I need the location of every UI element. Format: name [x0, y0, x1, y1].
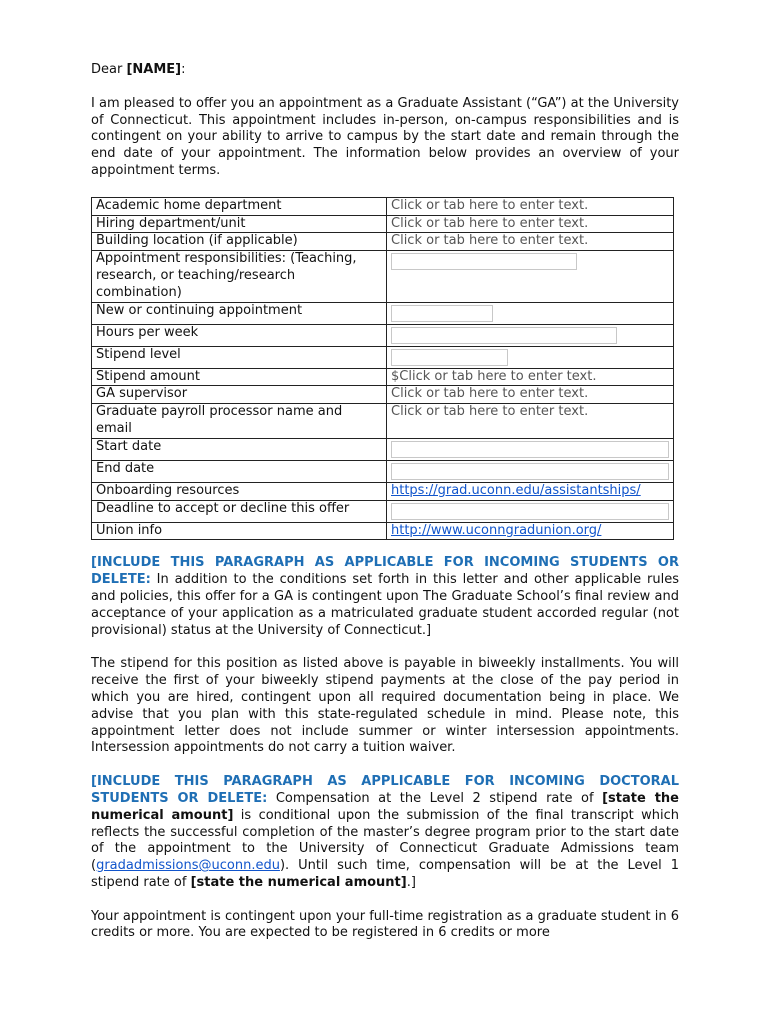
- row-label: Union info: [92, 522, 387, 540]
- table-row: [92, 438, 674, 460]
- row-label: Building location (if applicable): [92, 233, 387, 251]
- table-row: [92, 522, 674, 540]
- responsibilities-cell: [387, 251, 674, 302]
- placeholder-text[interactable]: Click or tab here to enter text.: [391, 233, 589, 249]
- table-row: [92, 215, 674, 233]
- deadline-date-picker[interactable]: [391, 503, 669, 520]
- row-label: Graduate payroll processor name and email: [92, 404, 387, 439]
- end-date-picker[interactable]: [391, 463, 669, 480]
- row-label: Hours per week: [92, 324, 387, 346]
- doctoral-text-3: ). Until such time, compensation will be at the Level 1 stipend rate of: [91, 858, 679, 890]
- hours-cell: [387, 324, 674, 346]
- table-row: [92, 324, 674, 346]
- responsibilities-dropdown[interactable]: [391, 253, 577, 270]
- academic-home-field[interactable]: [387, 197, 674, 215]
- stipend-level-cell: [387, 346, 674, 368]
- amount-token-2: [state the numerical amount]: [190, 874, 407, 890]
- placeholder-text[interactable]: Click or tab here to enter text.: [391, 404, 589, 420]
- incoming-body: In addition to the conditions set forth in this letter and other applicable rules and policies, this offer for a GA is contingent upon The Graduate School’s final review and acceptance of your application as a matriculated graduate student accorded regular (not provisional) status at the University of Connecticut.]: [91, 572, 679, 638]
- admissions-email-link[interactable]: gradadmissions@uconn.edu: [96, 858, 280, 874]
- new-continuing-cell: [387, 302, 674, 324]
- table-row: [92, 482, 674, 500]
- doctoral-text-1: Compensation at the Level 2 stipend rate of: [267, 790, 603, 806]
- stipend-amount-field[interactable]: [387, 368, 674, 386]
- doctoral-text-2: is conditional upon the submission of the final transcript which reflects the successful completion of the master’s degree program prior to the start date of the appointment to the University of Connecticut Graduate Admissions team (: [91, 807, 679, 874]
- deadline-cell: [387, 500, 674, 522]
- table-row: [92, 302, 674, 324]
- onboarding-link[interactable]: https://grad.uconn.edu/assistantships/: [391, 482, 641, 498]
- appointment-terms-table: [91, 197, 674, 541]
- incoming-heading: [INCLUDE THIS PARAGRAPH AS APPLICABLE FOR INCOMING STUDENTS OR DELETE:: [91, 555, 679, 588]
- row-label: Onboarding resources: [92, 482, 387, 500]
- hours-dropdown[interactable]: [391, 327, 617, 344]
- doctoral-heading: [INCLUDE THIS PARAGRAPH AS APPLICABLE FOR INCOMING DOCTORAL STUDENTS OR DELETE:: [91, 774, 679, 806]
- new-continuing-dropdown[interactable]: [391, 305, 493, 322]
- table-row: [92, 346, 674, 368]
- row-label: Start date: [92, 438, 387, 460]
- building-field[interactable]: [387, 233, 674, 251]
- row-label: Appointment responsibilities: (Teaching, research, or teaching/research combination): [92, 251, 387, 302]
- registration-paragraph: Your appointment is contingent upon your full-time registration as a graduate student in 6 credits or more. You are expected to be registered in 6 credits or more: [91, 908, 679, 941]
- placeholder-text[interactable]: $Click or tab here to enter text.: [391, 368, 597, 384]
- end-date-cell: [387, 460, 674, 482]
- placeholder-text[interactable]: Click or tab here to enter text.: [391, 197, 589, 213]
- table-row: [92, 368, 674, 386]
- letter-body: [91, 62, 679, 942]
- hiring-dept-field[interactable]: [387, 215, 674, 233]
- start-date-cell: [387, 438, 674, 460]
- row-label: Stipend amount: [92, 368, 387, 386]
- greeting: [91, 62, 679, 79]
- row-label: New or continuing appointment: [92, 302, 387, 324]
- row-label: Deadline to accept or decline this offer: [92, 500, 387, 522]
- placeholder-text[interactable]: Click or tab here to enter text.: [391, 215, 589, 231]
- row-label: End date: [92, 460, 387, 482]
- table-row: [92, 197, 674, 215]
- greeting-prefix: Dear: [91, 62, 127, 77]
- row-label: Hiring department/unit: [92, 215, 387, 233]
- intro-paragraph: I am pleased to offer you an appointment as a Graduate Assistant (“GA”) at the University of Connecticut. This appointment includes in-person, on-campus responsibilities and is contingent on your ability to arrive to campus by the start date and remain through the end date of your appointment. The information below provides an overview of your appointment terms.: [91, 95, 679, 178]
- name-token[interactable]: [NAME]: [126, 62, 182, 77]
- row-label: Academic home department: [92, 197, 387, 215]
- table-row: [92, 251, 674, 302]
- incoming-students-paragraph: [91, 555, 679, 639]
- row-label: Stipend level: [92, 346, 387, 368]
- supervisor-field[interactable]: [387, 386, 674, 404]
- table-row: [92, 404, 674, 439]
- start-date-picker[interactable]: [391, 441, 669, 458]
- payroll-field[interactable]: [387, 404, 674, 439]
- amount-token-1: [state the numerical amount]: [91, 790, 679, 823]
- stipend-paragraph: The stipend for this position as listed above is payable in biweekly installments. You will receive the first of your biweekly stipend payments at the close of the pay period in which you are hired, contingent upon all required documentation being in place. We advise that you plan with this state-regulated schedule in mind. Please note, this appointment letter does not include summer or winter intersession appointments. Intersession appointments do not carry a tuition waiver.: [91, 656, 679, 756]
- stipend-level-dropdown[interactable]: [391, 349, 508, 366]
- doctoral-paragraph: [91, 774, 679, 892]
- table-row: [92, 233, 674, 251]
- greeting-suffix: :: [181, 62, 186, 77]
- union-cell: [387, 522, 674, 540]
- onboarding-cell: [387, 482, 674, 500]
- placeholder-text[interactable]: Click or tab here to enter text.: [391, 386, 589, 402]
- table-row: [92, 500, 674, 522]
- union-link[interactable]: http://www.uconngradunion.org/: [391, 522, 602, 538]
- doctoral-text-4: .]: [406, 874, 416, 890]
- table-row: [92, 386, 674, 404]
- table-row: [92, 460, 674, 482]
- row-label: GA supervisor: [92, 386, 387, 404]
